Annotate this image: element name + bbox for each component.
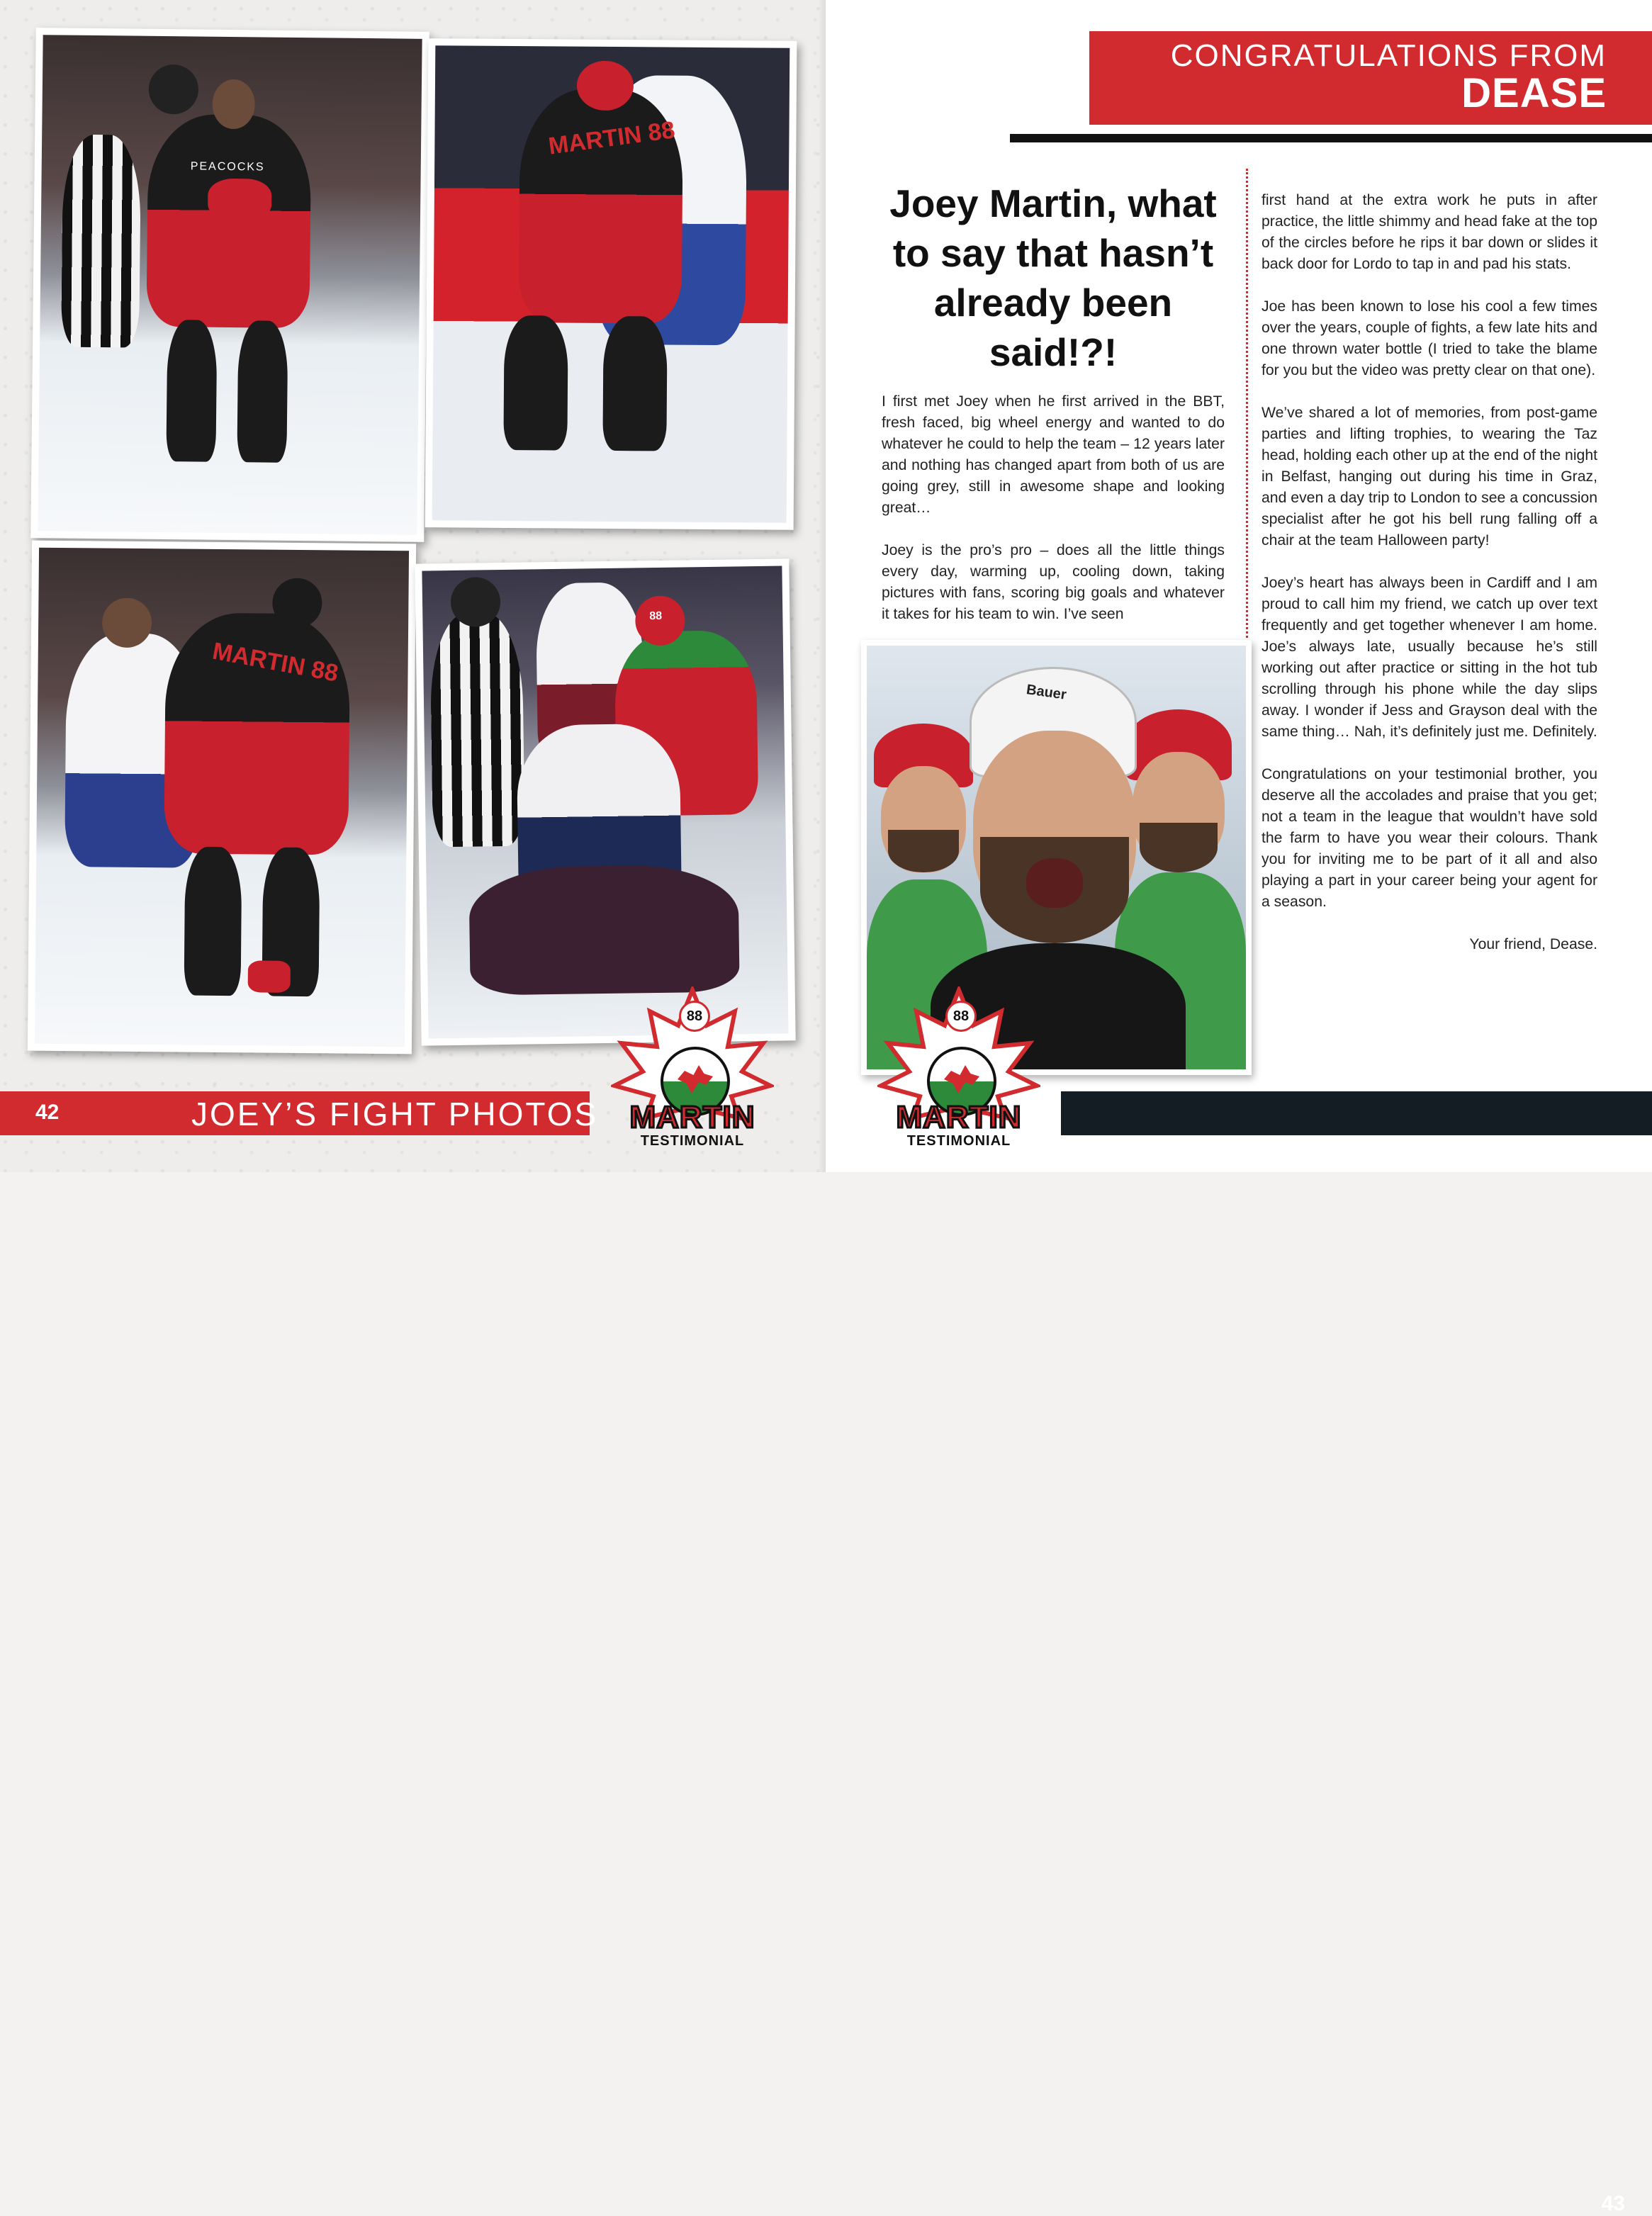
fight-photo-2-scene — [432, 45, 790, 522]
article-column-right — [1262, 190, 1597, 977]
paragraph: first hand at the extra work he puts in after practice, the little shimmy and head fake at the top of the circles before he rips it bar down or slides it back door for Lordo to tap in and pad his stats. — [1262, 192, 1597, 272]
fight-photo-2-text: MARTIN 88 — [546, 116, 677, 160]
dragon-icon — [944, 1065, 979, 1093]
fight-photo-3-text: MARTIN 88 — [210, 637, 341, 687]
fight-photo-3 — [28, 541, 416, 1054]
left-page — [0, 0, 826, 1172]
fight-photo-1-text: PEACOCKS — [190, 160, 265, 174]
fight-photo-1 — [30, 28, 429, 542]
paragraph: Joey is the pro’s pro – does all the little things every day, warming up, cooling down, taking pictures with fans, scoring big goals and whatever it takes for his team to win. I’ve seen — [882, 542, 1225, 622]
paragraph: We’ve shared a lot of memories, from post-game parties and lifting trophies, to wearing the Taz head, holding each other up at the end of the night in Belfast, hanging out during his time in Graz, and even a day trip to London to see a concussion specialist after he got his bell rung falling off a chair at the team Halloween party! — [1262, 405, 1597, 549]
paragraph: I first met Joey when he first arrived in the BBT, fresh faced, big wheel energy and wanted to do whatever he could to help the team – 12 years later and nothing has changed apart from both of us are going grey, still in awesome shape and looking great… — [882, 393, 1225, 516]
selfie-cap-text: Bauer — [1025, 682, 1068, 703]
fight-photo-2 — [425, 38, 797, 530]
testimonial-logo-right — [877, 986, 1040, 1149]
right-footer-bar — [1061, 1091, 1652, 2215]
dragon-icon — [678, 1065, 713, 1093]
fight-photo-4-scene — [422, 566, 788, 1038]
paragraph: Congratulations on your testimonial brother, you deserve all the accolades and praise that you get; not a team in the league that wouldn’t have sold the farm to have you wear their colours. Thank you for inviting me to be part of it all and also playing a part in your career being your agent for a season. — [1262, 766, 1597, 910]
fight-photo-1-scene — [38, 35, 422, 535]
paragraph: Joe has been known to lose his cool a few times over the years, couple of fights, a few late hits and one thrown water bottle (I tried to take the blame for you but the video was pretty clear on that one). — [1262, 298, 1597, 378]
article-column-left — [882, 391, 1225, 646]
logo-number: 88 — [945, 1001, 977, 1032]
article-headline: Joey Martin, what to say that hasn’t already been said!?! — [889, 181, 1217, 374]
fight-photo-4-text: 88 — [649, 609, 663, 623]
page-number-left: 42 — [35, 1101, 60, 1124]
page-number-right: 43 — [1601, 2192, 1625, 2215]
header-line-1: CONGRATULATIONS FROM — [1170, 38, 1607, 73]
signoff: Your friend, Dease. — [1469, 936, 1597, 952]
fight-photo-4 — [415, 558, 795, 1045]
logo-name: MARTIN — [896, 1100, 1022, 1135]
paragraph: Joey’s heart has always been in Cardiff and I am proud to call him my friend, we catch up over text frequently and get together whenever I am home. Joe’s always late, usually because he’s still working out after practice or sitting in the hot tub scrolling through his phone while the day slips away. I wonder if Jess and Grayson deal with the same thing… Nah, it’s definitely just me. Definitely. — [1262, 575, 1597, 740]
logo-number: 88 — [679, 1001, 710, 1032]
logo-subtitle: TESTIMONIAL — [906, 1133, 1011, 1149]
section-title: JOEY’S FIGHT PHOTOS — [191, 1096, 599, 1132]
logo-name: MARTIN — [629, 1100, 755, 1135]
header-line-2: DEASE — [1461, 70, 1607, 116]
fight-photo-3-scene — [35, 548, 409, 1047]
testimonial-logo-left — [611, 986, 774, 1149]
header-rule — [1010, 134, 1652, 142]
logo-subtitle: TESTIMONIAL — [640, 1133, 745, 1149]
